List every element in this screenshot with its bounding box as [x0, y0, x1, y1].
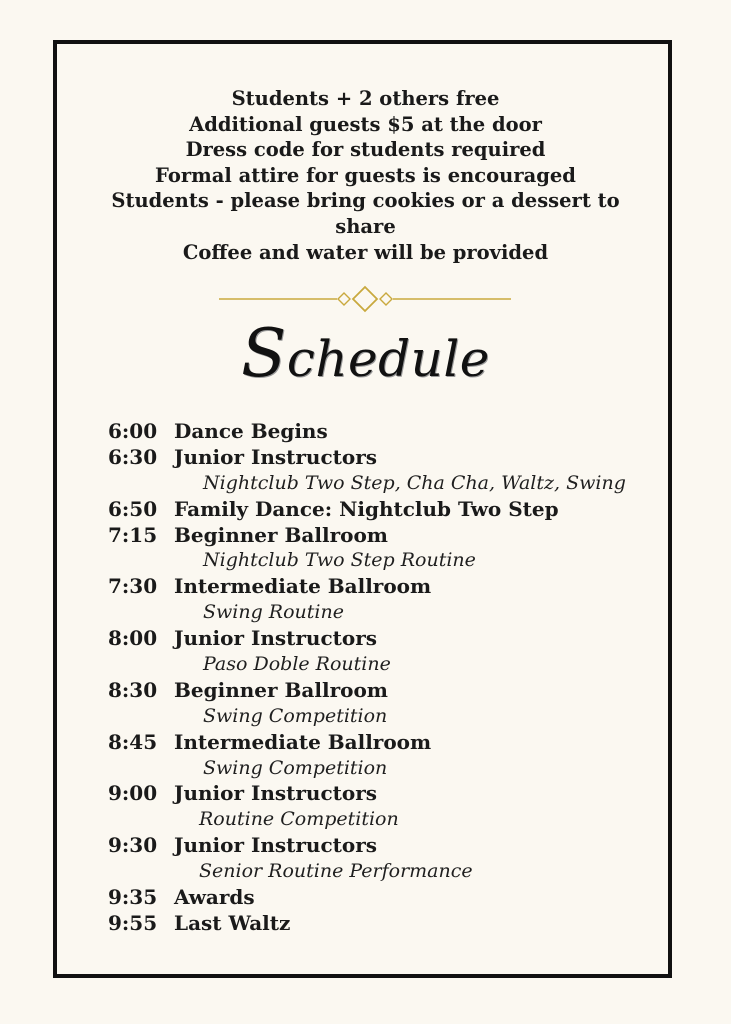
schedule-time: 9:30: [108, 833, 158, 858]
schedule-row: [108, 574, 668, 600]
schedule-detail: Nightclub Two Step Routine: [203, 549, 476, 572]
schedule-time: 8:45: [108, 729, 158, 754]
schedule-event: Junior Instructors: [174, 833, 378, 858]
schedule-time: 6:30: [108, 444, 158, 469]
schedule-detail-row: [108, 859, 668, 885]
info-line: Dress code for students required: [185, 138, 546, 162]
schedule-event: Awards: [174, 885, 255, 910]
schedule-row: [108, 523, 668, 549]
schedule-detail: Routine Competition: [199, 808, 399, 831]
info-line: Students + 2 others free: [231, 87, 500, 110]
info-line: Students - please bring cookies or a dessert to: [111, 189, 620, 213]
schedule-time: 8:30: [108, 677, 158, 702]
info-line: Formal attire for guests is encouraged: [155, 163, 576, 187]
schedule-event: Junior Instructors: [174, 781, 378, 806]
schedule-event: Intermediate Ballroom: [174, 574, 432, 599]
schedule-event: Beginner Ballroom: [174, 677, 388, 702]
schedule-event: Family Dance: Nightclub Two Step: [174, 496, 559, 521]
schedule-event: Intermediate Ballroom: [174, 729, 432, 754]
schedule-detail: Swing Routine: [203, 601, 344, 624]
schedule-time: 6:00: [108, 419, 158, 443]
schedule-time: 9:00: [108, 781, 158, 806]
schedule-heading-cap: S: [241, 315, 287, 392]
schedule-time: 6:50: [108, 496, 158, 521]
schedule-row: [108, 419, 668, 445]
schedule-time: 7:30: [108, 574, 158, 599]
schedule-row: [108, 911, 668, 937]
schedule-row: [108, 885, 668, 911]
schedule-time: 9:35: [108, 885, 158, 910]
schedule-detail: Swing Competition: [203, 756, 388, 779]
schedule-time: 8:00: [108, 626, 158, 651]
schedule-detail-row: [108, 704, 668, 730]
schedule-detail: Swing Competition: [203, 704, 388, 727]
schedule-list: [108, 419, 668, 937]
schedule-detail-row: [108, 471, 668, 497]
schedule-detail: Nightclub Two Step, Cha Cha, Waltz, Swing: [203, 471, 626, 494]
schedule-row: [108, 678, 668, 704]
schedule-detail-row: [108, 600, 668, 626]
info-line: Additional guests $5 at the door: [189, 112, 542, 136]
schedule-row: [108, 497, 668, 523]
info-line: share: [335, 214, 396, 238]
schedule-event: Last Waltz: [174, 910, 291, 935]
schedule-heading-rest: chedule: [286, 330, 490, 388]
schedule-row: [108, 445, 668, 471]
schedule-row: [108, 833, 668, 859]
schedule-row: [108, 626, 668, 652]
info-line: Coffee and water will be provided: [182, 240, 549, 264]
schedule-detail: Paso Doble Routine: [203, 653, 391, 676]
schedule-heading: [0, 315, 731, 395]
schedule-detail-row: [108, 548, 668, 574]
schedule-event: Junior Instructors: [174, 626, 378, 651]
schedule-event: Junior Instructors: [174, 444, 378, 469]
schedule-detail-row: [108, 807, 668, 833]
event-info: [100, 86, 631, 265]
schedule-time: 9:55: [108, 910, 158, 935]
schedule-row: [108, 730, 668, 756]
schedule-event: Dance Begins: [174, 419, 328, 443]
schedule-detail-row: [108, 652, 668, 678]
schedule-detail-row: [108, 756, 668, 782]
schedule-detail: Senior Routine Performance: [199, 860, 473, 883]
schedule-time: 7:15: [108, 522, 158, 547]
schedule-row: [108, 781, 668, 807]
schedule-event: Beginner Ballroom: [174, 522, 388, 547]
ornament-divider-icon: [219, 284, 511, 314]
